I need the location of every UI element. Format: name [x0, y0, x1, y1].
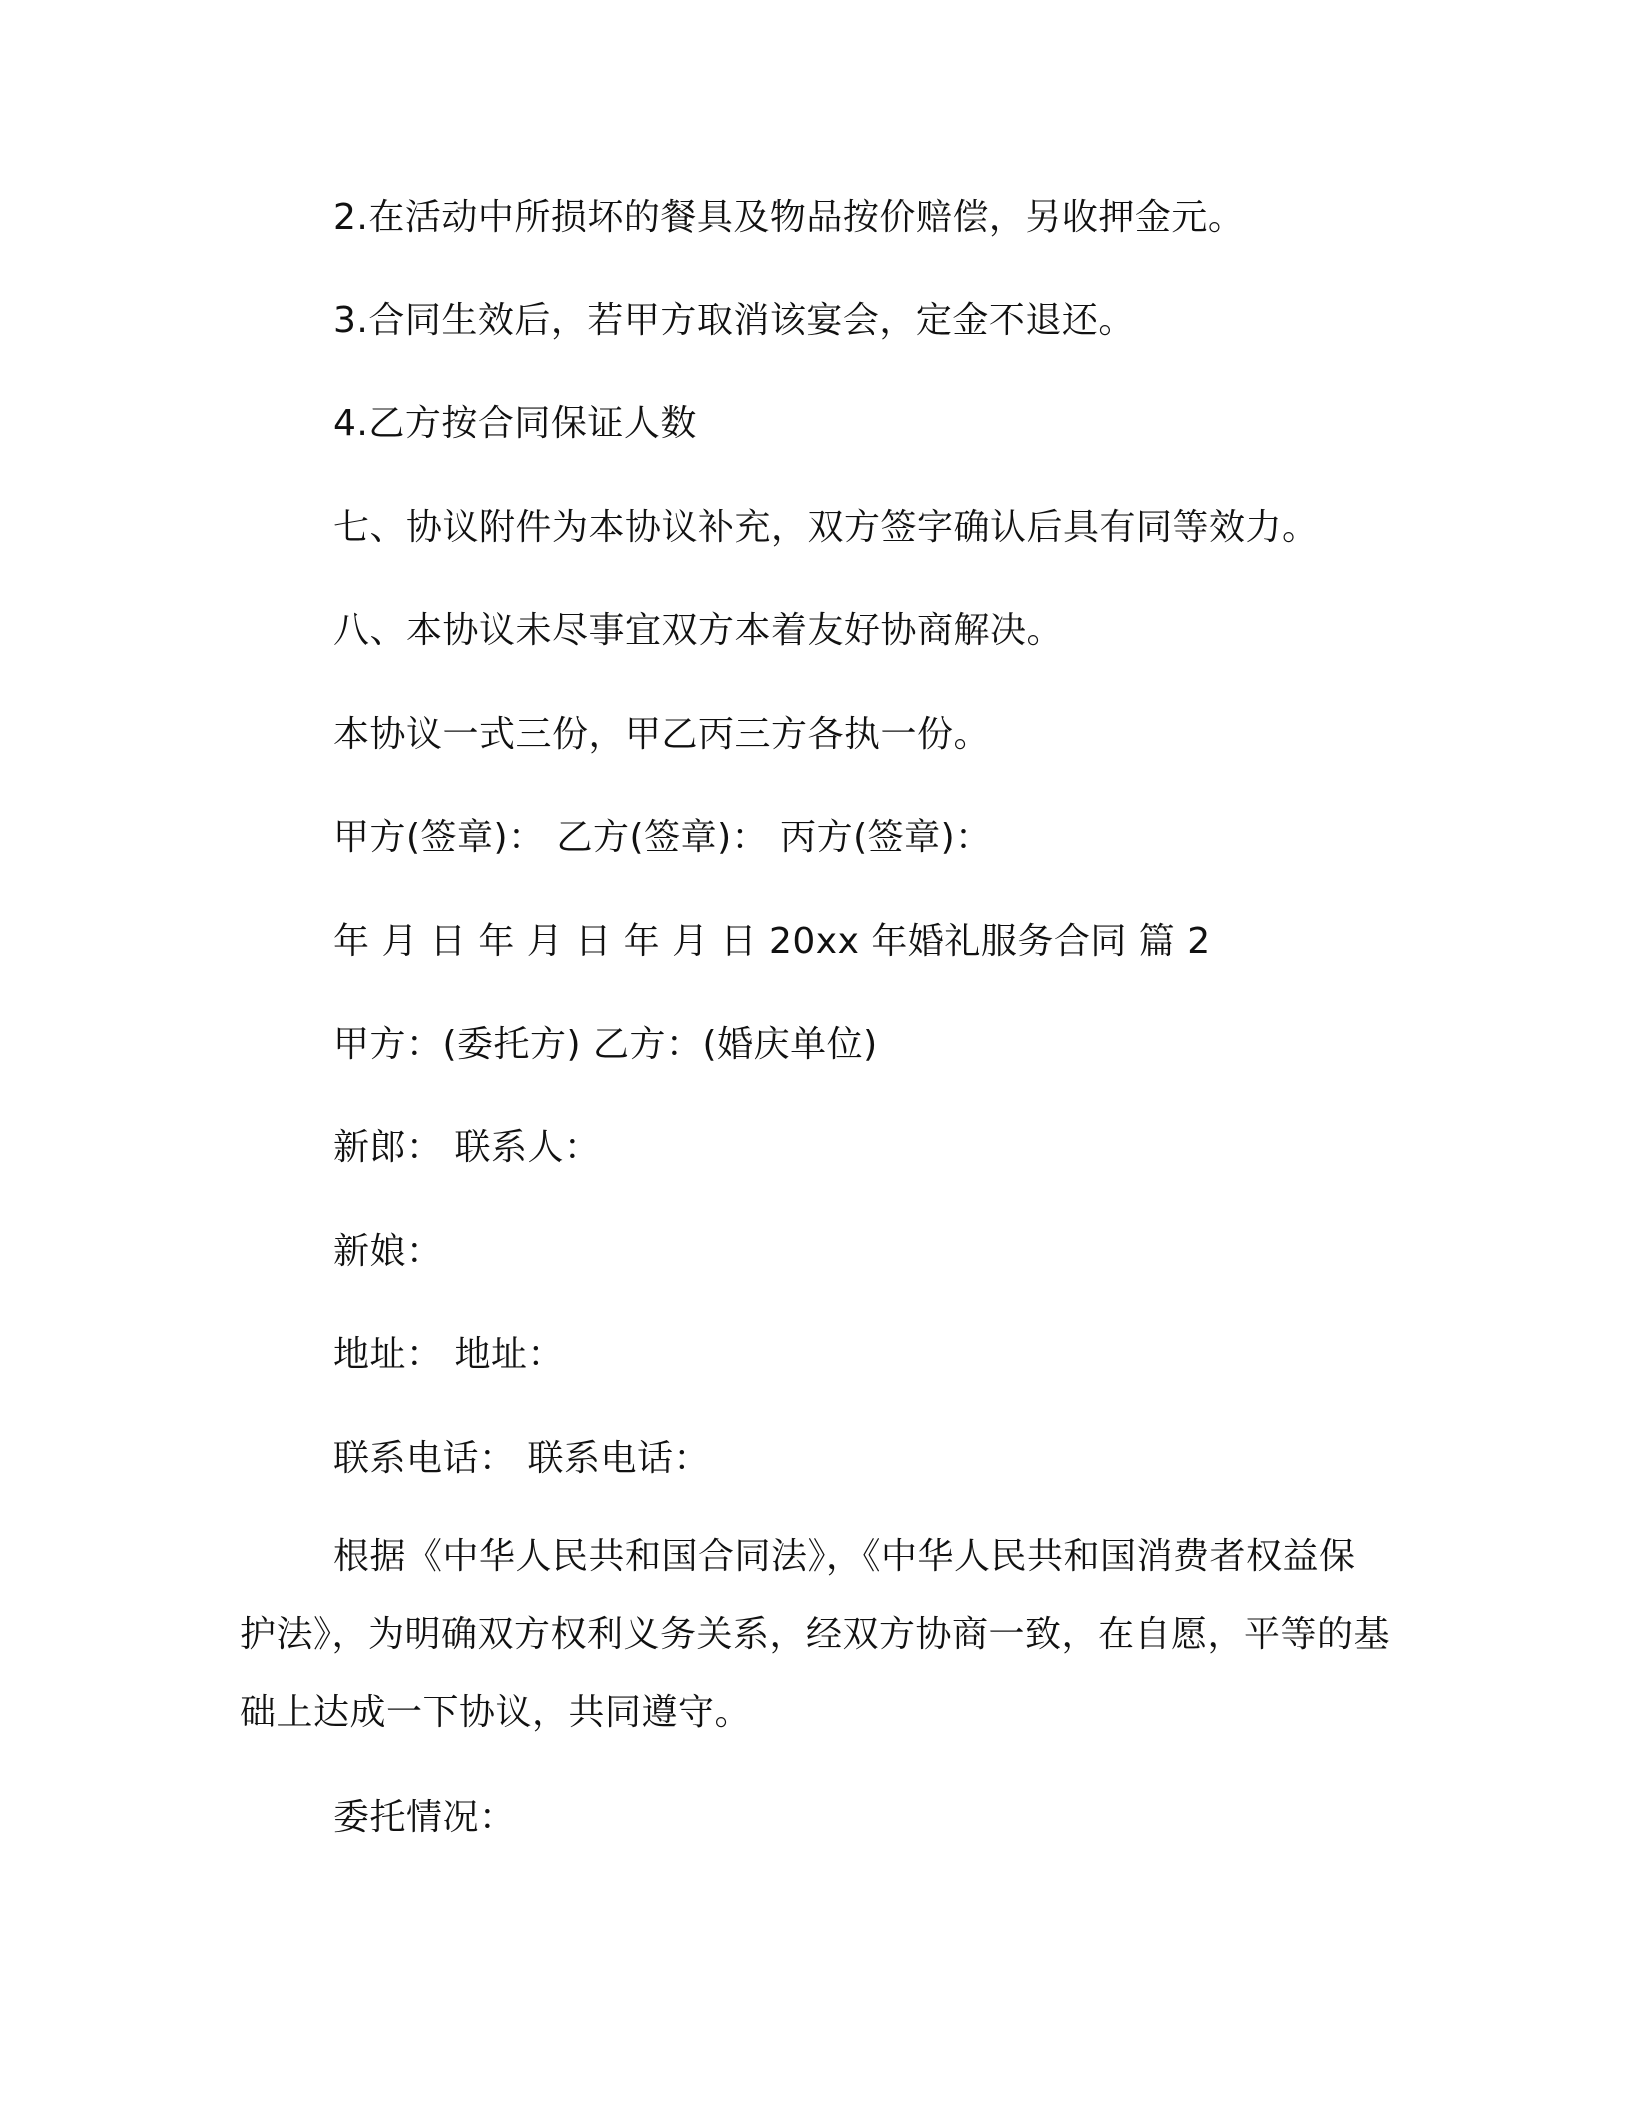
legal-basis-paragraph: 根据《中华人民共和国合同法》，《中华人民共和国消费者权益保护法》，为明确双方权利义务关系，经双方协商一致，在自愿，平等的基础上达成一下协议，共同遵守。 — [240, 1536, 1391, 1733]
phone-line: 联系电话： 联系电话： — [333, 1438, 710, 1479]
clause-deposit-nonrefundable: 3.合同生效后，若甲方取消该宴会，定金不退还。 — [333, 300, 1135, 341]
bride-line: 新娘： — [333, 1231, 443, 1272]
date-and-contract-title: 年 月 日 年 月 日 年 月 日 20xx 年婚礼服务合同 篇 2 — [333, 921, 1211, 962]
clause-damage-compensation: 2.在活动中所损坏的餐具及物品按价赔偿，另收押金元。 — [333, 197, 1245, 238]
entrust-heading: 委托情况： — [333, 1797, 516, 1838]
clause-attachment-validity: 七、协议附件为本协议补充，双方签字确认后具有同等效力。 — [333, 507, 1319, 548]
address-line: 地址： 地址： — [333, 1334, 564, 1375]
clause-guaranteed-headcount: 4.乙方按合同保证人数 — [333, 403, 697, 444]
copies-statement: 本协议一式三份，甲乙丙三方各执一份。 — [333, 714, 991, 755]
signature-line: 甲方(签章)： 乙方(签章)： 丙方(签章)： — [333, 817, 992, 858]
clause-unresolved-matters: 八、本协议未尽事宜双方本着友好协商解决。 — [333, 610, 1064, 651]
parties-line: 甲方：(委托方) 乙方：(婚庆单位) — [333, 1024, 878, 1065]
groom-contact-line: 新郎： 联系人： — [333, 1127, 601, 1168]
